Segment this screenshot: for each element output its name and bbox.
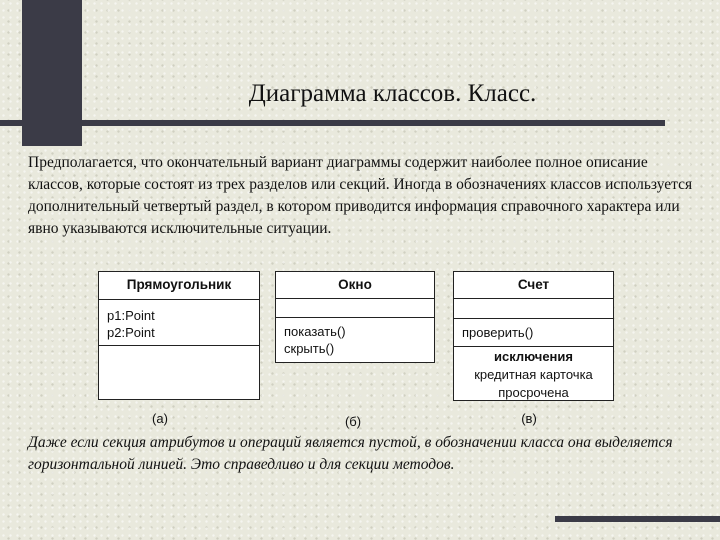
caption-a: (a) bbox=[152, 411, 168, 426]
outro-paragraph: Даже если секция атрибутов и операций является пустой, в обозначении класса она выделяется горизонтальной линией. Это справедливо и для секции методов. bbox=[28, 434, 673, 473]
operation: проверить() bbox=[462, 325, 534, 340]
caption-c: (в) bbox=[521, 411, 537, 426]
class-box-rectangle bbox=[98, 271, 260, 400]
class-box-account bbox=[453, 271, 614, 401]
operations-section bbox=[99, 345, 259, 398]
exceptions-section bbox=[454, 346, 613, 399]
attribute: p2:Point bbox=[107, 325, 155, 340]
exception-line: кредитная карточка bbox=[474, 367, 593, 382]
class-box-window bbox=[275, 271, 435, 363]
operation: скрыть() bbox=[284, 341, 335, 356]
operations-section bbox=[454, 318, 613, 346]
attributes-section bbox=[276, 298, 434, 317]
caption-b: (б) bbox=[344, 414, 362, 429]
operation: показать() bbox=[284, 324, 346, 339]
class-name: Счет bbox=[517, 277, 550, 292]
decorative-bottom-bar bbox=[555, 516, 720, 522]
attributes-section bbox=[454, 298, 613, 318]
operations-section bbox=[276, 317, 434, 361]
exception-line: просрочена bbox=[498, 385, 569, 400]
class-name: Прямоугольник bbox=[126, 277, 232, 292]
attributes-section bbox=[99, 299, 259, 345]
exceptions-heading: исключения bbox=[494, 349, 573, 364]
intro-paragraph: Предполагается, что окончательный вариант диаграммы содержит наиболее полное описание классов, которые состоят из трех разделов или секций. Иногда в обозначениях классов используется дополнительный четвертый раздел, в котором приводится информация справочного характера или явно указываются исключительные ситуации. bbox=[28, 154, 693, 237]
slide-title: Диаграмма классов. Класс. bbox=[248, 80, 537, 107]
attribute: p1:Point bbox=[107, 308, 155, 323]
class-name: Окно bbox=[338, 277, 372, 292]
decorative-horizontal-bar bbox=[0, 120, 665, 126]
